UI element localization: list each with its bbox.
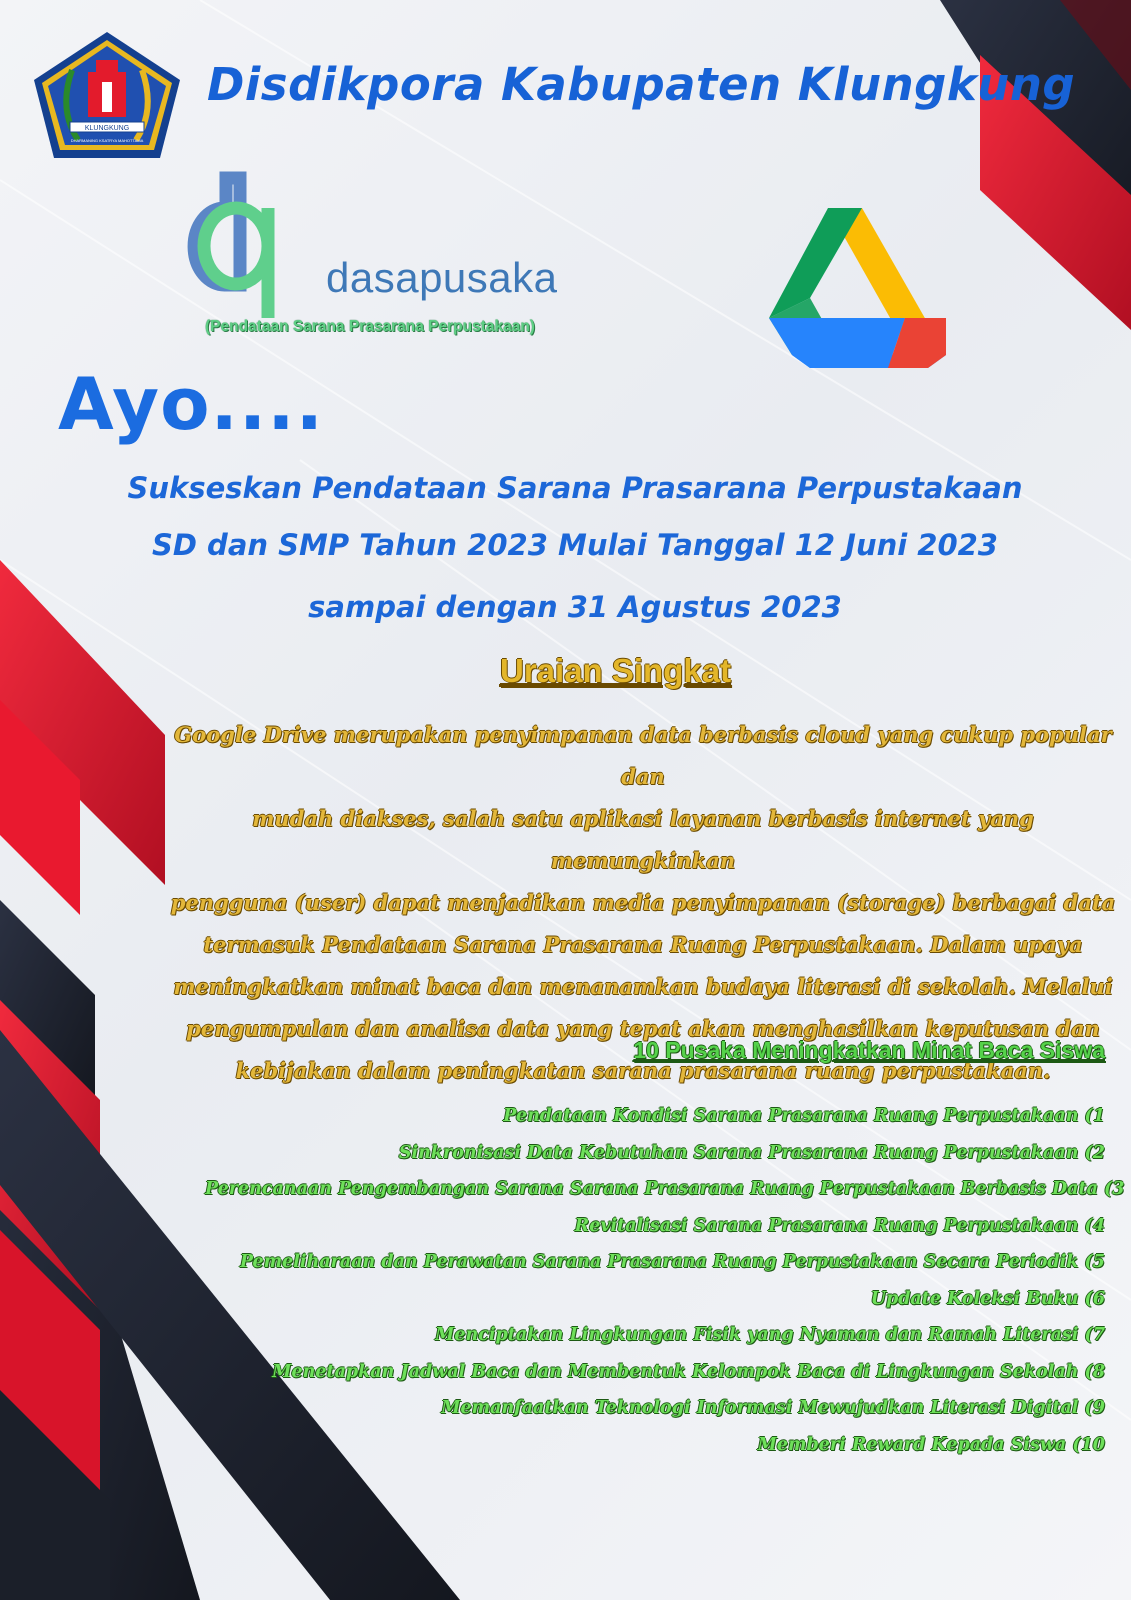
pusaka-item: Memanfaatkan Teknologi Informasi Mewujudkan Literasi Digital (9 bbox=[441, 1398, 1105, 1418]
announcement-line-2: SD dan SMP Tahun 2023 Mulai Tanggal 12 Juni 2023 bbox=[152, 528, 998, 562]
pusaka-item: Revitalisasi Sarana Prasarana Ruang Perpustakaan (4 bbox=[574, 1215, 1105, 1236]
pusaka-list bbox=[205, 1098, 1125, 1463]
announcement-line-1: Sukseskan Pendataan Sarana Prasarana Perpustakaan bbox=[127, 471, 1023, 505]
dasapusaka-brand-name: dasapusaka bbox=[326, 254, 558, 301]
announcement-line-3: sampai dengan 31 Agustus 2023 bbox=[308, 590, 842, 624]
dasapusaka-subtitle: (Pendataan Sarana Prasarana Perpustakaan) bbox=[205, 318, 535, 335]
pusaka-item: Memberi Reward Kepada Siswa (10 bbox=[757, 1434, 1105, 1455]
pusaka-item: Update Koleksi Buku (6 bbox=[870, 1288, 1105, 1309]
uraian-line: mudah diakses, salah satu aplikasi layanan berbasis internet yang memungkinkan bbox=[252, 806, 1034, 873]
uraian-heading: Uraian Singkat bbox=[500, 652, 732, 689]
page-title: Disdikpora Kabupaten Klungkung bbox=[207, 58, 1076, 111]
pusaka-item: Pendataan Kondisi Sarana Prasarana Ruang Perpustakaan (1 bbox=[503, 1106, 1105, 1126]
pusaka-item: Pemeliharaan dan Perawatan Sarana Prasarana Ruang Perpustakaan Secara Periodik (5 bbox=[239, 1252, 1105, 1272]
uraian-line: termasuk Pendataan Sarana Prasarana Ruang Perpustakaan. Dalam upaya bbox=[203, 932, 1083, 957]
uraian-line: kebijakan dalam peningkatan sarana prasarana ruang perpustakaan. bbox=[235, 1058, 1051, 1083]
uraian-line: pengumpulan dan analisa data yang tepat akan menghasilkan keputusan dan bbox=[186, 1016, 1100, 1041]
uraian-line: Google Drive merupakan penyimpanan data berbasis cloud yang cukup popular dan bbox=[174, 722, 1112, 789]
uraian-paragraph bbox=[168, 714, 1118, 1092]
pusaka-item: Sinkronisasi Data Kebutuhan Sarana Prasarana Ruang Perpustakaan (2 bbox=[398, 1142, 1105, 1163]
ayo-heading: Ayo.... bbox=[58, 362, 324, 446]
pusaka-heading: 10 Pusaka Meningkatkan Minat Baca Siswa bbox=[633, 1037, 1105, 1063]
pusaka-item: Menetapkan Jadwal Baca dan Membentuk Kelompok Baca di Lingkungan Sekolah (8 bbox=[272, 1361, 1105, 1382]
uraian-line: meningkatkan minat baca dan menanamkan budaya literasi di sekolah. Melalui bbox=[173, 974, 1113, 999]
crest-motto: DHARMANING KSATRYA MAHOTTAMA bbox=[70, 138, 144, 143]
uraian-line: pengguna (user) dapat menjadikan media penyimpanan (storage) berbagai data bbox=[170, 890, 1116, 915]
pusaka-item: Perencanaan Pengembangan Sarana Sarana Prasarana Ruang Perpustakaan Berbasis Data (3 bbox=[205, 1179, 1125, 1199]
pusaka-item: Menciptakan Lingkungan Fisik yang Nyaman dan Ramah Literasi (7 bbox=[435, 1325, 1105, 1345]
crest-text: KLUNGKUNG bbox=[84, 125, 130, 132]
